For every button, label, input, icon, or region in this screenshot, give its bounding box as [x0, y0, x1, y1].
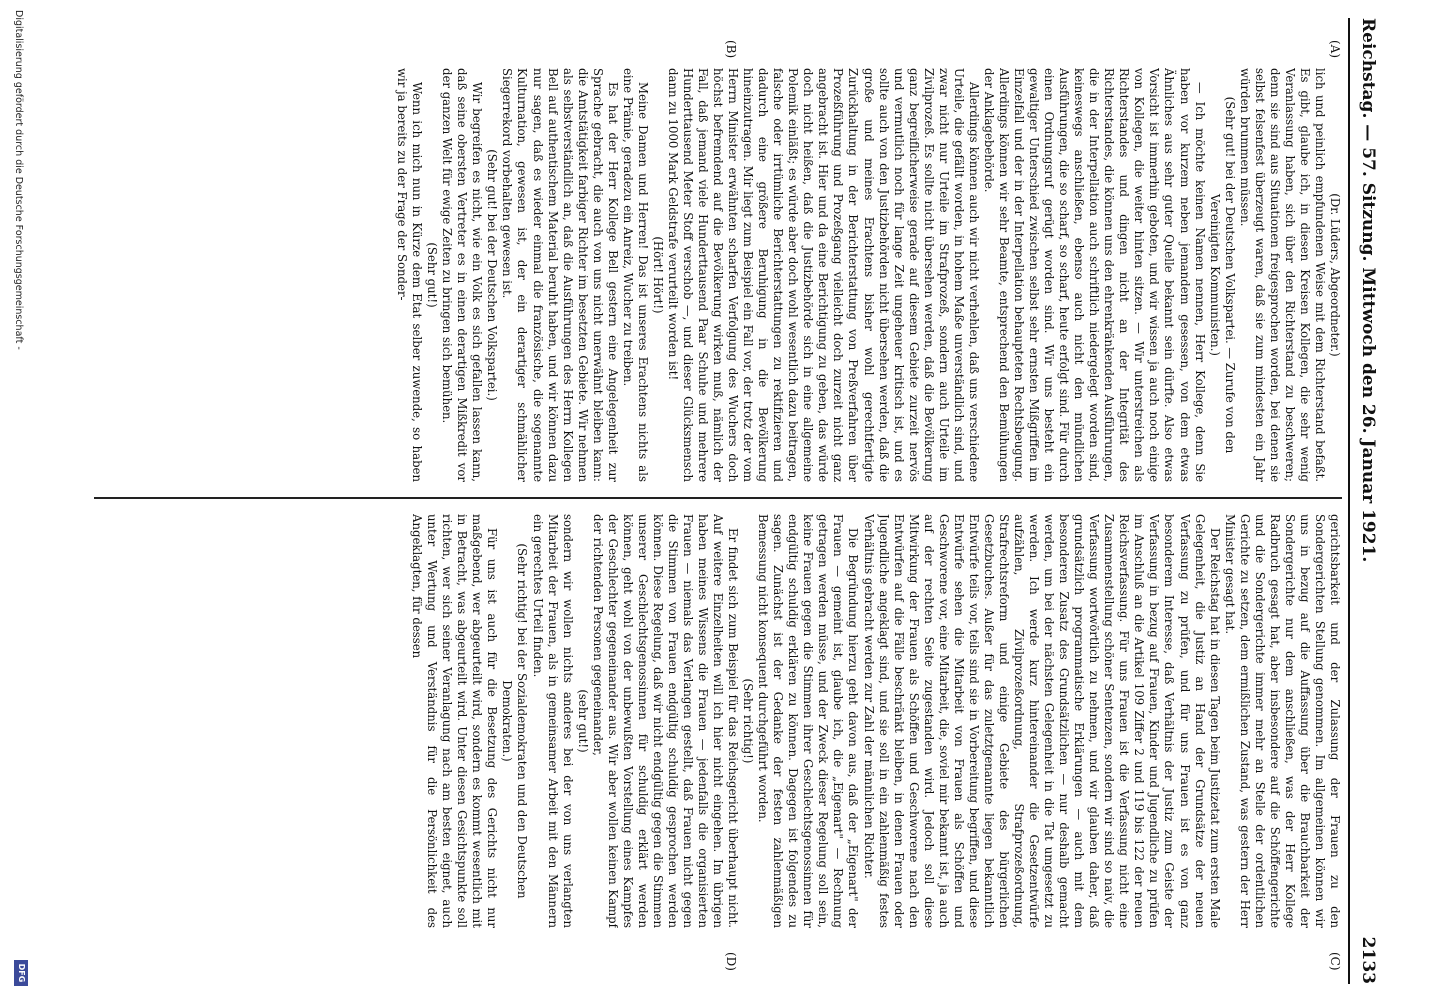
- speaker-line: (Dr. Lüders, Abgeordneter.): [1328, 193, 1342, 357]
- paragraph: sondern wir wollen nichts anderes bei der von uns verlangten Mitarbeit der Frauen, als in gemeinsamer Arbeit mit den Männern ein gerechtes Urteil finden.: [530, 514, 575, 928]
- paragraph: gerichtsbarkeit und der Zulassung der Frauen zu den Sondergerichten Stellung genommen. Im allgemeinen können wir uns in bezug auf die Auffassung über die Brauchbarkeit der Sondergerichte nur dem anschließen, was der Herr Kollege Radbruch gesagt hat, aber insbesondere auf die Schöffengerichte und die Sondergerichte immer mehr an Stelle der ordentlichen Gerichte zu setzen, dem ermißlichen Zustand, was gestern der Herr Minister gesagt hat.: [1222, 514, 1342, 928]
- paragraph: Der Reichstag hat in diesen Tagen beim Justizetat zum ersten Male Gelegenheit, die Justiz an Hand der Grundsätze der neuen Verfassung zu prüfen, und für uns Frauen ist es von ganz besonderem Interesse, daß Verhältnis der Justiz zum Geiste der Verfassung in bezug auf Frauen, Kinder und Jugendliche zu prüfen im Anschluß an die Artikel 109 Ziffer 2 und 119 bis 122 der neuen Reichsverfassung. Für uns Frauen ist die Verfassung nicht eine Zusammenstellung schöner Sentenzen, sondern wir sind so naiv, die Verfassung wortwörtlich zu nehmen, und wir glauben daher, daß grundsätzlich programmatische Erklärungen — auch mit dem besonderen Zusatz des Grundsätzlichen — nur deshalb gemacht werden, um bei der nächsten Gelegenheit in die Tat umgesetzt zu werden. Ich werde kurz hintereinander die Gesetzentwürfe aufzählen, Zivilprozeßordnung, Strafprozeßordnung, Strafrechtsreform und einige Gebiete des bürgerlichen Gesetzbuches. Außer für das zuletztgenannte liegen bekanntlich Entwürfe teils vor, teils sind sie in Vorbereitung begriffen, und diese Entwürfe sehen die Mitarbeit von Frauen als Schöffen und Geschworene vor, eine Mitarbeit, die, soviel mir bekannt ist, ja auch auf der rechten Seite zugestanden wird. Jedoch soll diese Mitwirkung der Frauen als Schöffen und Geschworene nach den Entwürfen auf die Fälle beschränkt bleiben, in denen Frauen oder Jugendliche angeklagt sind, und sie soll in ein zahlenmäßig festes Verhältnis gebracht werden zur Zahl der männlichen Richter.: [861, 514, 1222, 928]
- margin-mark-d: (D): [724, 952, 738, 971]
- paragraph: Allerdings können auch wir nicht verhehlen, daß uns verschiedene Urteile, die gefällt worden, in hohem Maße unverständlich sind, und zwar nicht nur Urteile im Strafprozeß, sondern auch Urteile im Zivilprozeß. Es sollte nicht übersehen werden, daß die Bevölkerung ganz begreiflicherweise gerade auf diesem Gebiete zurzeit nervös und vermutlich noch für lange Zeit ungeheuer kritisch ist, und es sollte auch von den Justizbehörden nicht übersehen werden, daß die große und meines Erachtens bisher wohl gerechtfertigte Zurückhaltung in der Berichterstattung von Preßverfahren über Prozeßführung und Prozeßgang vielleicht doch zurzeit nicht ganz angebracht ist. Hier und da eine Berichtigung zu geben, das würde doch nicht heißen, daß die Justizbehörde sich in eine allgemeine Polemik einläßt; es würde aber doch wohl wesentlich dazu beitragen, falsche oder irrtümliche Berichterstattungen zu rektifizieren und dadurch eine größere Beruhigung in die Bevölkerung hineinzutragen. Mir liegt zum Beispiel ein Fall vor, der trotz der vom Herrn Minister erwähnten scharfen Verfolgung des Wuchers doch höchst befremdend auf die Bevölkerung wirken muß, nämlich der Fall, daß jemand viele Hunderttausend Paar Schuhe und mehrere Hunderttausend Meter Stoff verschob —, und dieser Glücksmensch dann zu 1000 Mark Geldstrafe verurteilt worden ist!: [665, 68, 981, 482]
- paragraph: Für uns ist auch für die Besetzung des Gerichts nicht nur maßgebend, wer abgeurteilt wird, sondern es kommt wesentlich mit in Betracht, was abgeurteilt wird. Unter diesen Gesichtspunkte soll richten, wer sich seiner Veranlagung nach am besten eignet, auch unter Wertung und Verständnis für die Persönlichkeit des Angeklagten, für dessen: [410, 514, 500, 928]
- paragraph: Die Begründung hierzu geht davon aus, daß der „Eigenart" der Frauen — gemeint ist, glaube ich, die „Eigenart" — Rechnung getragen werden müsse, und der Zweck dieser Regelung soll sein, keine Frauen gegen die Stimmen ihrer Geschlechtsgenossinnen für endgültig schuldig erklären zu können. Dagegen ist folgendes zu sagen. Zunächst ist der Gedanke der festen zahlenmäßigen Bemessung nicht konsequent durchgeführt worden.: [756, 514, 861, 928]
- running-header: [1352, 18, 1378, 984]
- paragraph: — Ich möchte keinen Namen nennen, Herr Kollege, denn Sie haben vor kurzem neben jemandem gesessen, von dem etwas Ähnliches aus sehr guter Quelle bekannt sein dürfte. Also etwas Vorsicht ist immerhin geboten, und wir wissen ja auch noch einige von Kollegen, die weiter hinten sitzen. — Wir unterstreichen als Richterstandes und dingen nicht an der Integrität des Richterstandes, die können uns den ehrenkränkenden Ausführungen, die in der Interpellation auch schriftlich niedergelegt worden sind, keineswegs anschließen, ebenso auch nicht den mündlichen Ausführungen, die so scharf, so scharf, heute erfolgt sind. Für durch einen Ordnungsruf gerügt worden sind. Wir uns besteht ein gewaltiger Unterschied zwischen selbst sehr ernsten Mißgriffen im Einzelfall und der in der Interpellation behaupteten Rechtsbeugung. Allerdings können wir sehr Beamte, entsprechend den Bemühungen der Anklagebehörde.: [981, 68, 1207, 482]
- margin-mark-a: (A): [1328, 40, 1342, 59]
- interjection: (Sehr gut! bei der Deutschen Volkspartei. — Zurufe von den Vereinigten Kommunisten.): [1207, 96, 1237, 454]
- column-divider: [94, 497, 1342, 499]
- digitization-credit: Digitalisierung gefördert durch die Deutsche Forschungsgemeinschaft -: [13, 10, 24, 350]
- left-text-column: [94, 68, 1342, 482]
- paragraph: Es hat der Herr Kollege Bell gestern eine Angelegenheit zur Sprache gebracht, die auch von uns nicht unerwähnt bleiben kann: die Amtstätigkeit farbiger Richter im besetzten Gebiete. Wir nehmen als selbstverständlich an, daß die Ausführungen des Herrn Kollegen Bell auf authentischem Material beruht haben, und wir können dazu nur sagen, daß es wieder einmal die französische, die sogenannte Kulturnation, gewesen ist, der ein derartiger schmählicher Siegerrekord vorbehalten gewesen ist.: [500, 68, 620, 482]
- paragraph: lich und peinlich empfundenen Weise mit dem Richterstand befaßt. Es gibt, glaube ich, in diesen Kreisen Kollegen, die sehr wenig Veranlassung haben, sich über den Richterstand zu beschweren; denn sie sind aus Situationen freigesprochen worden, bei denen sie selbst felsenfest überzeugt waren, daß sie zum mindesten ein Jahr würden brummen müssen.: [1237, 68, 1327, 482]
- header-title: Reichstag. — 57. Sitzung. Mittwoch den 26. Januar 1921.: [1358, 18, 1378, 563]
- margin-mark-b: (B): [724, 40, 738, 59]
- interjection: (sehr gut!): [575, 689, 590, 753]
- header-rule: [1348, 18, 1350, 984]
- page-number: 2133: [1358, 936, 1378, 984]
- right-text-column: [94, 514, 1342, 928]
- paragraph: Wenn ich mich nun in Kürze dem Etat selber zuwende, so haben wir ja bereits zu der Frage der Sonder-: [395, 68, 425, 482]
- interjection: (Sehr richtig!): [741, 678, 756, 764]
- margin-mark-c: (C): [1328, 952, 1342, 971]
- interjection: (Sehr richtig! bei der Sozialdemokraten und den Deutschen Demokraten.): [500, 543, 530, 899]
- dfg-logo: DFG: [14, 960, 28, 986]
- paragraph: Wir begreifen es nicht, wie ein Volk es sich gefallen lassen kann, daß seine obersten Vertreter es in einen derartigen Mißkredit vor der ganzen Welt für ewige Zeiten zu bringen sich bemühen.: [440, 68, 485, 482]
- interjection: (Sehr gut! bei der Deutschen Volkspartei.): [485, 149, 500, 401]
- interjection: (Hört! Hört!): [650, 236, 665, 314]
- interjection: (Sehr gut!): [425, 242, 440, 308]
- paragraph: Er findet sich zum Beispiel für das Reichsgericht überhaupt nicht. Auf weitere Einzelheiten will ich hier nicht eingehen. Im übrigen haben meines Wissens die Frauen — jedenfalls die organisierten Frauen — niemals das Verlangen gestellt, daß Frauen nicht gegen die Stimmen von Frauen endgültig schuldig gesprochen werden können. Diese Regelung, daß wir nicht endgültig gegen die Stimmen unserer Geschlechtsgenossinnen für schuldig erklärt werden können, geht wohl von der unbewußten Vorstellung eines Kampfes der Geschlechter gegeneinander aus. Wir aber wollen keinen Kampf der richtenden Personen gegeneinander,: [590, 514, 741, 928]
- paragraph: Meine Damen und Herren! Das ist unseres Erachtens nichts als eine Prämie, geradezu ein Anreiz, Wucher zu treiben.: [620, 68, 650, 482]
